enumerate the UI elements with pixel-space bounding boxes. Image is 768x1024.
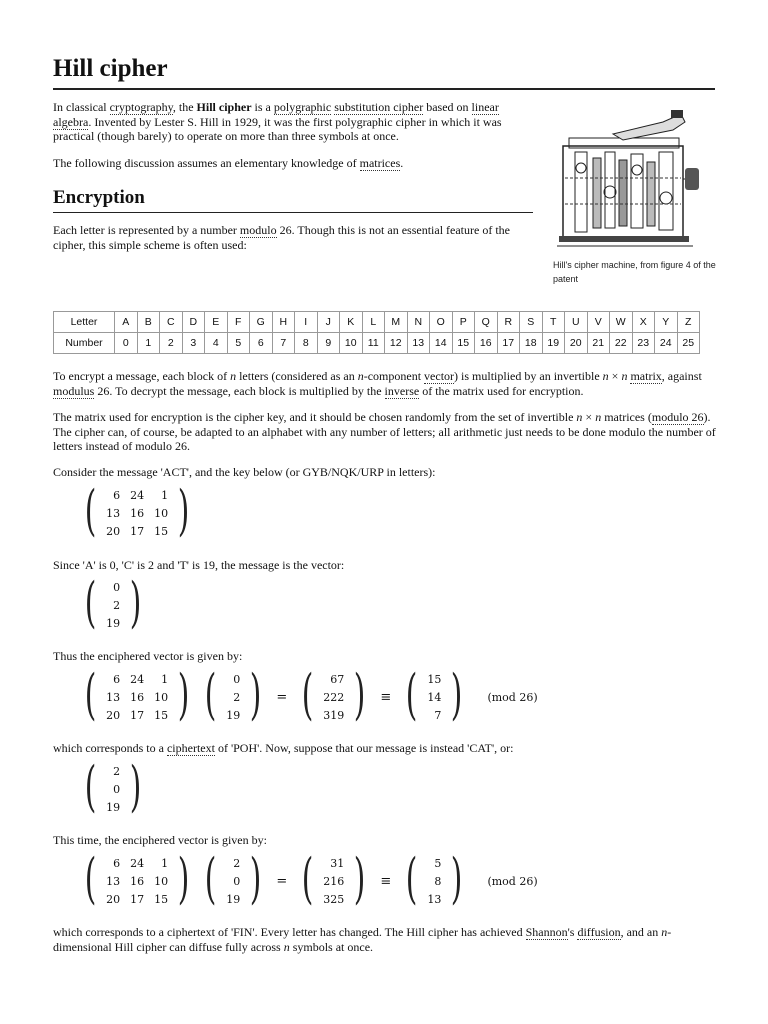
matrix-entry: 325 <box>323 893 345 906</box>
table-cell-number: 2 <box>160 333 183 354</box>
matrix-entries <box>101 854 173 909</box>
key-matrix <box>80 663 194 726</box>
matrix-entry: 24 <box>130 857 145 870</box>
table-cell-number: 24 <box>655 333 678 354</box>
matrix-entry: 222 <box>323 691 345 704</box>
table-cell-letter: U <box>565 312 588 333</box>
link-shannon[interactable]: Shannon <box>525 925 568 939</box>
left-paren: ( <box>84 847 97 910</box>
number-row <box>54 333 700 354</box>
matrix-entry: 6 <box>113 673 121 686</box>
right-paren: ) <box>129 755 142 818</box>
matrix-entry: 1 <box>161 489 169 502</box>
table-cell-letter: M <box>385 312 408 333</box>
matrix-entry: 20 <box>106 709 121 722</box>
link-inverse[interactable]: inverse <box>384 383 420 398</box>
matrix-entry: 15 <box>154 893 169 906</box>
matrix-entry: 19 <box>226 893 241 906</box>
link-cryptography[interactable]: cryptography <box>109 100 173 114</box>
table-cell-letter: A <box>115 312 138 333</box>
matrix-entry: 216 <box>323 875 345 888</box>
table-cell-number: 1 <box>137 333 160 354</box>
message-vector-cat-display <box>80 755 146 818</box>
table-cell-number: 10 <box>340 333 363 354</box>
table-cell-number: 21 <box>587 333 610 354</box>
table-cell-number: 22 <box>610 333 633 354</box>
equals-sign: = <box>276 690 288 705</box>
matrix-entry: 8 <box>434 875 442 888</box>
table-cell-letter: Y <box>655 312 678 333</box>
table-cell-number: 13 <box>407 333 430 354</box>
matrix-entry: 1 <box>161 857 169 870</box>
link-matrix[interactable]: matrix <box>630 369 662 383</box>
table-cell-letter: F <box>227 312 250 333</box>
table-cell-number: 15 <box>452 333 475 354</box>
matrix-entries <box>101 670 173 725</box>
table-header-number: Number <box>54 333 115 354</box>
matrix-entry: 2 <box>113 765 121 778</box>
matrix-entry: 0 <box>233 673 241 686</box>
table-cell-letter: V <box>587 312 610 333</box>
math-variable: n <box>602 369 609 383</box>
link-ciphertext[interactable]: ciphertext <box>166 741 215 755</box>
link-matrices[interactable]: matrices <box>359 156 401 170</box>
matrix-entries <box>101 486 173 541</box>
encryption-paragraph-2: To encrypt a message, each block of n letters (considered as an n-component vector) is multiplied by an invertible n × n matrix, against modulus 26. To decrypt the message, each block is multiplied by the inverse of the matrix used for encryption. <box>53 369 702 398</box>
matrix-entry: 7 <box>434 709 442 722</box>
matrix-entry: 20 <box>106 893 121 906</box>
matrix-entry: 13 <box>106 875 121 888</box>
left-paren: ( <box>84 479 97 542</box>
encryption-paragraph-4: Consider the message 'ACT', and the key below (or GYB/NQK/URP in letters): <box>53 465 436 479</box>
right-paren: ) <box>249 663 262 726</box>
table-cell-number: 9 <box>317 333 340 354</box>
matrix-entry: 16 <box>130 691 145 704</box>
matrix-entry: 5 <box>434 857 442 870</box>
left-paren: ( <box>84 571 97 634</box>
matrix-entries <box>318 670 349 725</box>
table-header-letter: Letter <box>54 312 115 333</box>
section-heading-encryption: Encryption <box>53 186 533 213</box>
matrix-entry: 10 <box>154 507 169 520</box>
link-modulo[interactable]: modulo <box>239 223 277 237</box>
modulus-label: (mod 26) <box>487 691 538 704</box>
matrix-entry: 17 <box>130 525 145 538</box>
left-paren: ( <box>301 663 314 726</box>
right-paren: ) <box>354 847 366 910</box>
matrix-entry: 2 <box>113 599 121 612</box>
encryption-paragraph-8: This time, the enciphered vector is given by: <box>53 833 267 847</box>
link-polygraphic[interactable]: polygraphic <box>273 100 332 114</box>
matrix-entry: 6 <box>113 857 121 870</box>
modulus-label: (mod 26) <box>487 875 538 888</box>
matrix-entry: 1 <box>161 673 169 686</box>
left-paren: ( <box>406 663 418 726</box>
key-matrix <box>80 847 194 910</box>
encryption-paragraph-6: Thus the enciphered vector is given by: <box>53 649 243 663</box>
table-cell-number: 18 <box>520 333 543 354</box>
matrix-entry: 0 <box>233 875 241 888</box>
link-diffusion[interactable]: diffusion <box>577 925 621 939</box>
right-paren: ) <box>451 663 463 726</box>
matrix-entry: 67 <box>330 673 345 686</box>
intro-paragraph: In classical cryptography, the Hill cipher is a polygraphic substitution cipher based on linear algebra. Invented by Lester S. Hill in 1929, it was the first polygraphic cipher in which it was practical (though barely) to operate on more than three symbols at once. <box>53 100 502 143</box>
math-variable: n <box>357 369 364 383</box>
matrix-entry: 10 <box>154 875 169 888</box>
message-vector-act <box>80 571 146 634</box>
matrix-entry: 17 <box>130 893 145 906</box>
letter-row <box>54 312 700 333</box>
right-paren: ) <box>177 847 190 910</box>
intro-paragraph-2: The following discussion assumes an elementary knowledge of matrices. <box>53 156 404 170</box>
table-cell-letter: R <box>497 312 520 333</box>
matrix-entry: 20 <box>106 525 121 538</box>
encryption-paragraph-1: Each letter is represented by a number modulo 26. Though this is not an essential feature of the cipher, this simple scheme is often used: <box>53 223 510 252</box>
table-cell-number: 14 <box>430 333 453 354</box>
matrix-entry: 31 <box>330 857 345 870</box>
page-title: Hill cipher <box>53 54 715 90</box>
result-vector <box>401 847 467 910</box>
matrix-entries <box>318 854 349 909</box>
matrix-entry: 24 <box>130 673 145 686</box>
matrix-entries <box>422 670 446 725</box>
left-paren: ( <box>406 847 418 910</box>
message-vector-cat <box>80 755 146 818</box>
table-cell-number: 16 <box>475 333 498 354</box>
table-cell-number: 17 <box>497 333 520 354</box>
right-paren: ) <box>249 847 262 910</box>
table-cell-letter: Q <box>475 312 498 333</box>
math-variable: n <box>661 925 668 939</box>
link-substitution-cipher[interactable]: substitution cipher <box>334 100 424 114</box>
math-variable: n <box>230 369 237 383</box>
bold-term: Hill cipher <box>196 100 252 114</box>
table-cell-letter: Z <box>677 312 700 333</box>
table-cell-number: 4 <box>205 333 228 354</box>
table-cell-number: 6 <box>250 333 273 354</box>
table-cell-letter: E <box>205 312 228 333</box>
congruent-sign: ≡ <box>380 690 392 705</box>
table-cell-number: 19 <box>542 333 565 354</box>
right-paren: ) <box>451 847 463 910</box>
matrix-entry: 19 <box>106 801 121 814</box>
link-linear-algebra[interactable]: linear algebra <box>53 100 499 129</box>
matrix-entry: 6 <box>113 489 121 502</box>
matrix-entry: 2 <box>233 857 241 870</box>
right-paren: ) <box>354 663 366 726</box>
table-cell-number: 7 <box>272 333 295 354</box>
table-cell-number: 11 <box>362 333 385 354</box>
letter-number-table <box>53 311 700 354</box>
matrix-entries <box>221 854 245 909</box>
matrix-entry: 0 <box>113 783 121 796</box>
table-cell-letter: P <box>452 312 475 333</box>
message-vector-display <box>80 571 146 634</box>
table-cell-number: 12 <box>385 333 408 354</box>
result-vector <box>401 663 467 726</box>
matrix-entry: 13 <box>106 507 121 520</box>
matrix-entry: 24 <box>130 489 145 502</box>
congruent-sign: ≡ <box>380 874 392 889</box>
link-modulus[interactable]: modulus <box>53 383 95 398</box>
table-cell-number: 5 <box>227 333 250 354</box>
matrix-entry: 2 <box>233 691 241 704</box>
left-paren: ( <box>301 847 314 910</box>
right-paren: ) <box>129 571 142 634</box>
figure-caption: Hill's cipher machine, from figure 4 of the patent <box>553 260 716 284</box>
message-vector <box>200 847 266 910</box>
table-cell-number: 3 <box>182 333 205 354</box>
matrix-entry: 13 <box>106 691 121 704</box>
encryption-paragraph-3: The matrix used for encryption is the cipher key, and it should be chosen randomly from the set of invertible n × n matrices (modulo 26). The cipher can, of course, be adapted to an alphabet with any number of letters; all arithmetic just needs to be done modulo the number of letters instead of modulo 26. <box>53 410 716 453</box>
message-vector <box>200 663 266 726</box>
key-matrix <box>80 479 194 542</box>
matrix-entries <box>221 670 245 725</box>
matrix-entry: 15 <box>154 525 169 538</box>
matrix-entries <box>101 762 125 817</box>
table-cell-letter: C <box>160 312 183 333</box>
encryption-paragraph-9: which corresponds to a ciphertext of 'FIN'. Every letter has changed. The Hill cipher has achieved Shannon's diffusion, and an n-dimensional Hill cipher can diffuse fully across n symbols at once. <box>53 925 672 954</box>
matrix-entry: 14 <box>427 691 442 704</box>
product-vector <box>297 847 370 910</box>
matrix-entry: 15 <box>427 673 442 686</box>
table-cell-letter: I <box>295 312 318 333</box>
table-cell-letter: X <box>632 312 655 333</box>
math-variable: n <box>576 410 583 424</box>
table-cell-letter: O <box>430 312 453 333</box>
table-cell-letter: T <box>542 312 565 333</box>
matrix-entry: 13 <box>427 893 442 906</box>
encryption-paragraph-7: which corresponds to a ciphertext of 'POH'. Now, suppose that our message is instead 'CAT', or: <box>53 741 514 755</box>
table-cell-number: 0 <box>115 333 138 354</box>
encryption-equation-1 <box>80 663 538 726</box>
matrix-entry: 19 <box>106 617 121 630</box>
table-cell-letter: G <box>250 312 273 333</box>
math-variable: n <box>621 369 628 383</box>
table-cell-number: 20 <box>565 333 588 354</box>
left-paren: ( <box>204 847 217 910</box>
left-paren: ( <box>84 663 97 726</box>
matrix-entries <box>422 854 446 909</box>
table-cell-number: 25 <box>677 333 700 354</box>
right-paren: ) <box>177 663 190 726</box>
table-cell-letter: W <box>610 312 633 333</box>
math-variable: n <box>595 410 602 424</box>
matrix-entry: 0 <box>113 581 121 594</box>
table-cell-letter: S <box>520 312 543 333</box>
table-cell-letter: K <box>340 312 363 333</box>
table-cell-number: 8 <box>295 333 318 354</box>
product-vector <box>297 663 370 726</box>
matrix-entry: 16 <box>130 507 145 520</box>
left-paren: ( <box>84 755 97 818</box>
table-cell-letter: N <box>407 312 430 333</box>
matrix-entries <box>101 578 125 633</box>
math-variable: n <box>283 939 290 954</box>
figure-cipher-machine <box>553 108 729 286</box>
matrix-entry: 17 <box>130 709 145 722</box>
matrix-entry: 10 <box>154 691 169 704</box>
left-paren: ( <box>204 663 217 726</box>
table-cell-letter: L <box>362 312 385 333</box>
right-paren: ) <box>177 479 190 542</box>
matrix-entry: 319 <box>323 709 345 722</box>
matrix-entry: 15 <box>154 709 169 722</box>
matrix-entry: 19 <box>226 709 241 722</box>
equals-sign: = <box>276 874 288 889</box>
table-cell-letter: B <box>137 312 160 333</box>
encryption-equation-2 <box>80 847 538 910</box>
cipher-machine-image[interactable] <box>553 108 711 252</box>
key-matrix-display <box>80 479 194 542</box>
matrix-entry: 16 <box>130 875 145 888</box>
table-cell-number: 23 <box>632 333 655 354</box>
table-cell-letter: D <box>182 312 205 333</box>
encryption-paragraph-5: Since 'A' is 0, 'C' is 2 and 'T' is 19, the message is the vector: <box>53 558 345 572</box>
table-cell-letter: J <box>317 312 340 333</box>
table-cell-letter: H <box>272 312 295 333</box>
link-modulo-26[interactable]: modulo 26 <box>651 410 704 424</box>
link-vector[interactable]: vector <box>424 369 455 383</box>
